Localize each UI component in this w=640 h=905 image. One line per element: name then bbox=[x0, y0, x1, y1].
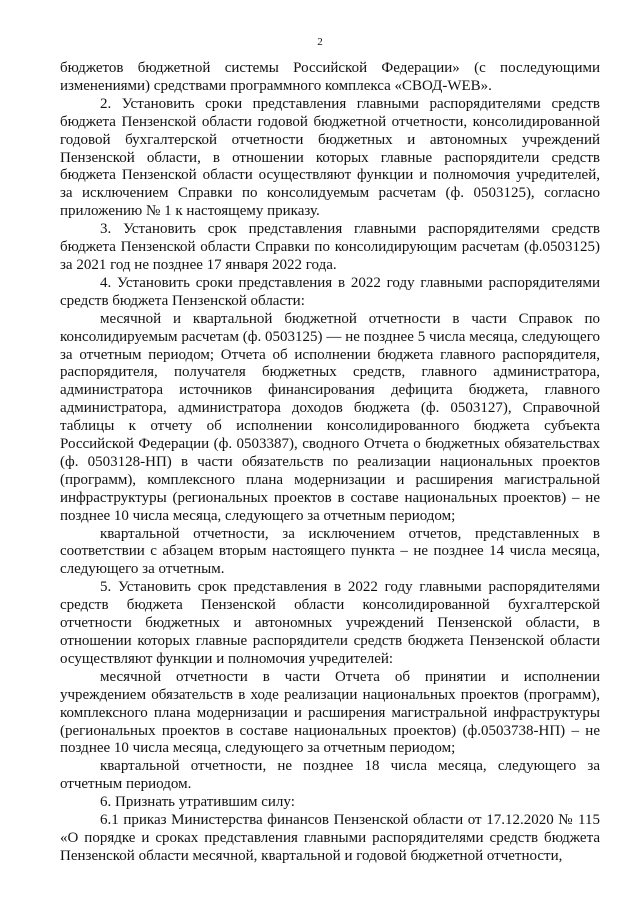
paragraph-item-2: 2. Установить сроки представления главными распорядителями средств бюджета Пензенской области годовой бюджетной отчетности, консолидированной годовой бухгалтерской отчетности бюджетных и автономных учреждений Пензенской области, в отношении которых главные распорядители средств бюджета Пензенской области осуществляют функции и полномочия учредителей, за исключением Справки по консолидуемым расчетам (ф. 0503125), согласно приложению № 1 к настоящему приказу. bbox=[60, 95, 600, 220]
document-body bbox=[60, 60, 600, 866]
page-number: 2 bbox=[317, 36, 323, 48]
paragraph-item-5-quarterly: квартальной отчетности, не позднее 18 числа месяца, следующего за отчетным периодом. bbox=[60, 758, 600, 793]
paragraph-item-5-monthly: месячной отчетности в части Отчета об принятии и исполнении учреждением обязательств в ходе реализации национальных проектов (программ), комплексного плана модернизации и расширения магистральной инфраструктуры (региональных проектов в составе национальных проектов) (ф.0503738-НП) – не позднее 10 числа месяца, следующего за отчетным периодом; bbox=[60, 668, 600, 757]
paragraph-item-5: 5. Установить срок представления в 2022 году главными распорядителями средств бюджета Пензенской области консолидированной бухгалтерской отчетности бюджетных и автономных учреждений Пензенской области, в отношении которых главные распорядители средств бюджета Пензенской области осуществляют функции и полномочия учредителей: bbox=[60, 579, 600, 667]
paragraph-item-4-quarterly: квартальной отчетности, за исключением отчетов, представленных в соответствии с абзацем вторым настоящего пункта – не позднее 14 числа месяца, следующего за отчетным. bbox=[60, 525, 600, 578]
paragraph-item-3: 3. Установить срок представления главными распорядителями средств бюджета Пензенской области Справки по консолидирующим расчетам (ф.0503125) за 2021 год не позднее 17 января 2022 года. bbox=[60, 221, 600, 273]
paragraph-item-4-monthly: месячной и квартальной бюджетной отчетности в части Справок по консолидируемым расчетам (ф. 0503125) — не позднее 5 числа месяца, следующего за отчетным периодом; Отчета об исполнении бюджета главного распорядителя, распорядителя, получателя бюджетных средств, главного администратора, администратора источников финансирования дефицита бюджета, главного администратора, администратора доходов бюджета (ф. 0503127), Справочной таблицы к отчету об исполнении консолидированного бюджета субъекта Российской Федерации (ф. 0503387), сводного Отчета о бюджетных обязательствах (ф. 0503128-НП) в части обязательств по реализации национальных проектов (программ), комплексного плана модернизации и расширения магистральной инфраструктуры (региональных проектов в составе национальных проектов) – не позднее 10 числа месяца, следующего за отчетным периодом; bbox=[60, 310, 600, 524]
paragraph-continuation: бюджетов бюджетной системы Российской Федерации» (с последующими изменениями) средствами программного комплекса «СВОД-WEB». bbox=[60, 60, 600, 94]
paragraph-item-4: 4. Установить сроки представления в 2022 году главными распорядителями средств бюджета Пензенской области: bbox=[60, 274, 600, 309]
paragraph-item-6: 6. Признать утратившим силу: bbox=[100, 794, 295, 811]
paragraph-item-6-1: 6.1 приказ Министерства финансов Пензенской области от 17.12.2020 № 115 «О порядке и сроках представления главными распорядителями средств бюджета Пензенской области месячной, квартальной и годовой бюджетной отчетности, bbox=[60, 812, 600, 864]
